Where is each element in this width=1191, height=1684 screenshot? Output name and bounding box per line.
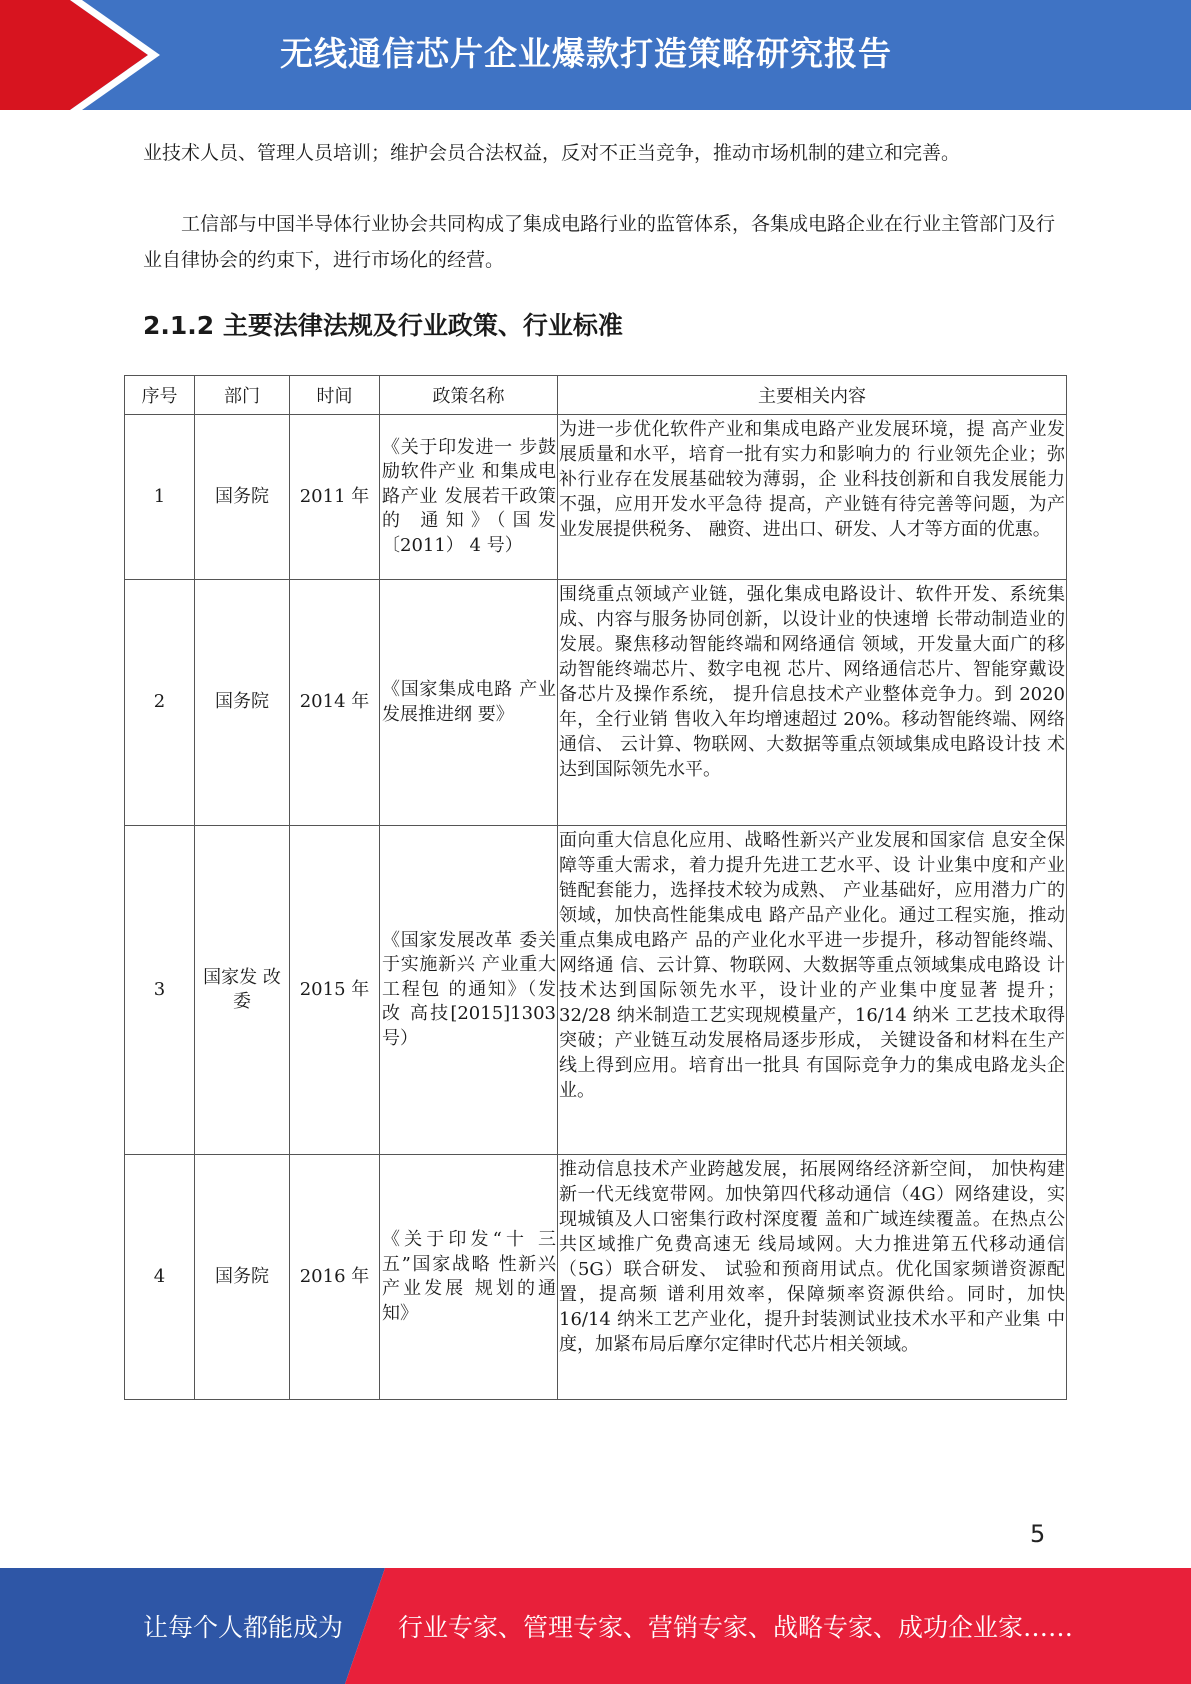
footer-slogan-left: 让每个人都能成为: [143, 1613, 344, 1642]
page-number: 5: [1030, 1520, 1046, 1548]
cell-policy: 《国家发展改革 委关于实施新兴 产业重大工程包 的通知》（发改 高技[2015]1303 号）: [380, 826, 558, 1155]
report-title: 无线通信芯片企业爆款打造策略研究报告: [280, 34, 892, 73]
cell-content: 推动信息技术产业跨越发展，拓展网络经济新空间， 加快构建新一代无线宽带网。加快第四代移动通信（4G）网络建设，实现城镇及人口密集行政村深度覆 盖和广域连续覆盖。在热点公共区域推广免费高速无 线局域网。大力推进第五代移动通信（5G）联合研发、 试验和预商用试点。优化国家频谱资源配置，提高频 谱利用效率，保障频率资源供给。同时，加快 16/14 纳米工艺产业化，提升封装测试业技术水平和产业集 中度，加紧布局后摩尔定律时代芯片相关领域。: [558, 1155, 1067, 1400]
cell-year: 2011 年: [290, 415, 380, 580]
cell-dept: 国家发 改委: [195, 826, 290, 1155]
header-year: 时间: [290, 376, 380, 415]
section-heading: 2.1.2 主要法律法规及行业政策、行业标准: [143, 311, 623, 340]
table-header-row: [125, 376, 1067, 415]
footer-slogan-right: 行业专家、管理专家、营销专家、战略专家、成功企业家……: [398, 1613, 1074, 1642]
body-paragraph-2: 工信部与中国半导体行业协会共同构成了集成电路行业的监管体系，各集成电路企业在行业主管部门及行业自律协会的约束下，进行市场化的经营。: [143, 213, 1056, 271]
cell-content: 围绕重点领域产业链，强化集成电路设计、软件开发、系统集成、内容与服务协同创新，以设计业的快速增 长带动制造业的发展。聚焦移动智能终端和网络通信 领域，开发量大面广的移动智能终端芯片、数字电视 芯片、网络通信芯片、智能穿戴设备芯片及操作系统， 提升信息技术产业整体竞争力。到 2020 年，全行业销 售收入年均增速超过 20%。移动智能终端、网络通信、 云计算、物联网、大数据等重点领域集成电路设计技 术达到国际领先水平。: [558, 580, 1067, 826]
table-row: [125, 826, 1067, 1155]
page-footer-band: [0, 1568, 1191, 1684]
cell-content: 为进一步优化软件产业和集成电路产业发展环境，提 高产业发展质量和水平，培育一批有实力和影响力的 行业领先企业；弥补行业存在发展基础较为薄弱，企 业科技创新和自我发展能力不强，应用开发水平急待 提高，产业链有待完善等问题，为产业发展提供税务、 融资、进出口、研发、人才等方面的优惠。: [558, 415, 1067, 580]
cell-no: 2: [125, 580, 195, 826]
table-row: [125, 580, 1067, 826]
header-chevron-decoration: [0, 0, 160, 110]
cell-no: 1: [125, 415, 195, 580]
cell-year: 2015 年: [290, 826, 380, 1155]
header-policy: 政策名称: [380, 376, 558, 415]
header-dept: 部门: [195, 376, 290, 415]
cell-no: 3: [125, 826, 195, 1155]
cell-policy: 《国家集成电路 产业发展推进纲 要》: [380, 580, 558, 826]
cell-no: 4: [125, 1155, 195, 1400]
header-content: 主要相关内容: [558, 376, 1067, 415]
page-header-band: [0, 0, 1191, 110]
table-row: [125, 1155, 1067, 1400]
body-paragraph-1: 业技术人员、管理人员培训；维护会员合法权益，反对不正当竞争，推动市场机制的建立和完善。: [143, 142, 961, 164]
cell-content: 面向重大信息化应用、战略性新兴产业发展和国家信 息安全保障等重大需求，着力提升先进工艺水平、设 计业集中度和产业链配套能力，选择技术较为成熟、 产业基础好，应用潜力广的领域，加快高性能集成电 路产品产业化。通过工程实施，推动重点集成电路产 品的产业化水平进一步提升，移动智能终端、网络通 信、云计算、物联网、大数据等重点领域集成电路设 计技术达到国际领先水平，设计业的产业集中度显著 提升；32/28 纳米制造工艺实现规模量产，16/14 纳米 工艺技术取得突破；产业链互动发展格局逐步形成， 关键设备和材料在生产线上得到应用。培育出一批具 有国际竞争力的集成电路龙头企业。: [558, 826, 1067, 1155]
cell-dept: 国务院: [195, 580, 290, 826]
cell-year: 2014 年: [290, 580, 380, 826]
cell-policy: 《关于印发进一 步鼓励软件产业 和集成电路产业 发展若干政策的 通知》（国发〔2011） 4 号）: [380, 415, 558, 580]
cell-dept: 国务院: [195, 1155, 290, 1400]
header-no: 序号: [125, 376, 195, 415]
table-row: [125, 415, 1067, 580]
cell-policy: 《关于印发“十 三五”国家战略 性新兴产业发展 规划的通知》: [380, 1155, 558, 1400]
cell-dept: 国务院: [195, 415, 290, 580]
cell-year: 2016 年: [290, 1155, 380, 1400]
policy-table: [124, 375, 1067, 1400]
